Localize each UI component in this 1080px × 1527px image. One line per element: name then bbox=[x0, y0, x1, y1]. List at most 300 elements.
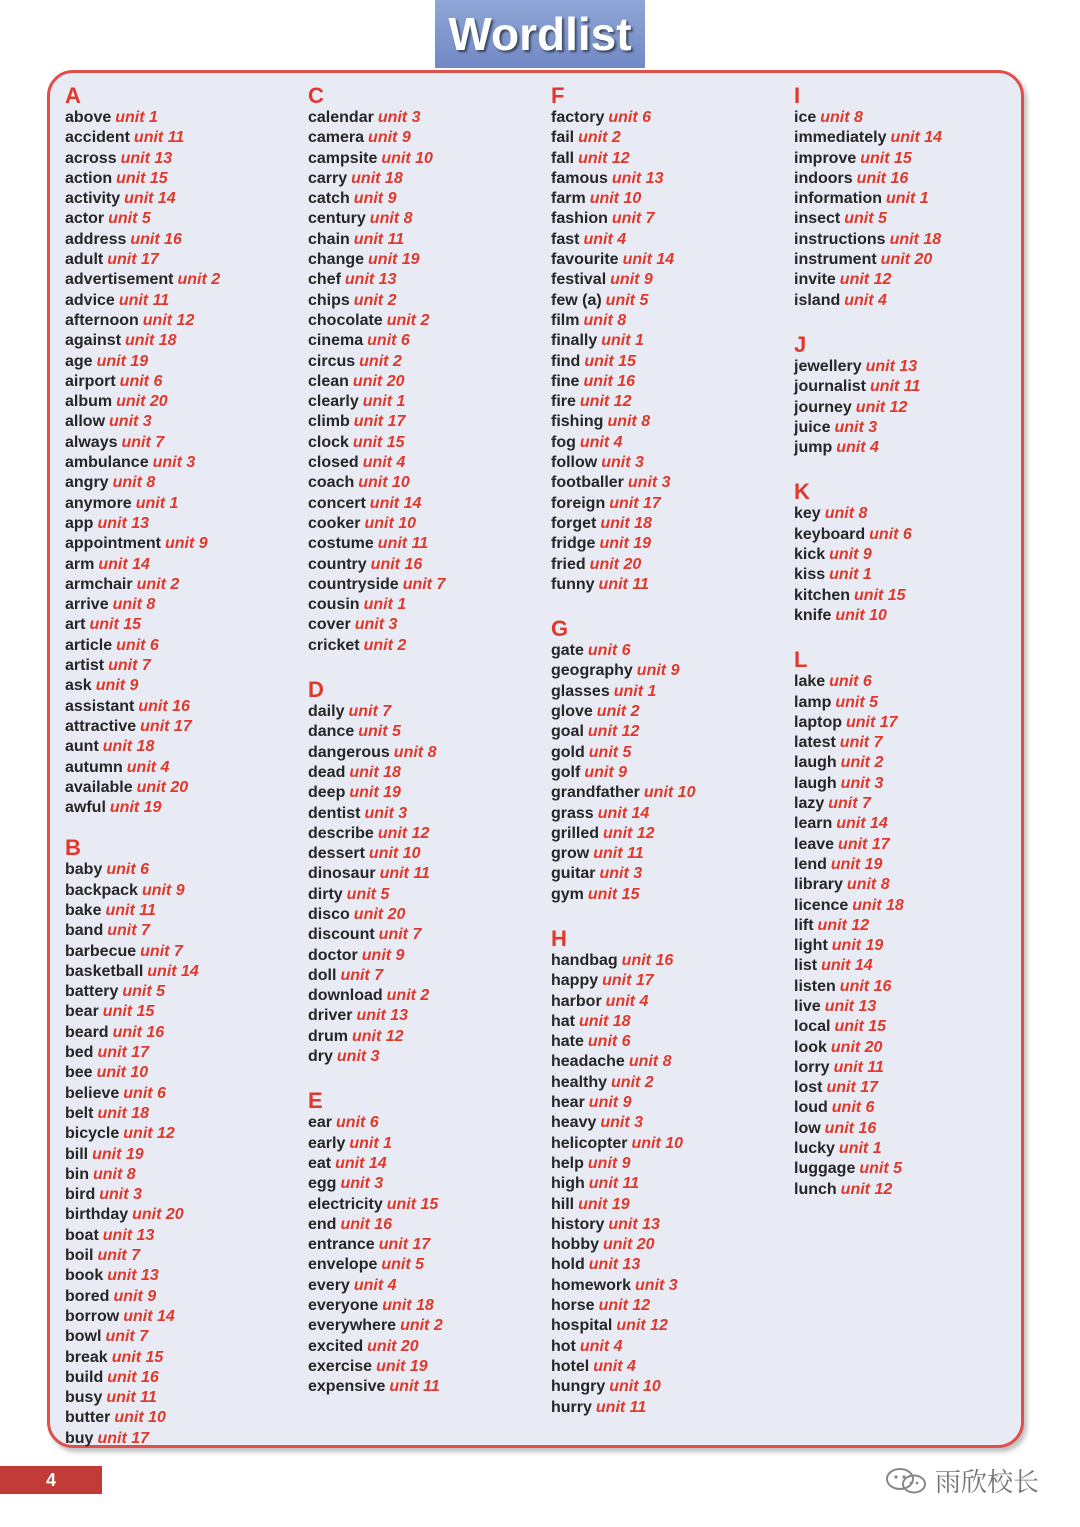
unit-ref: unit 8 bbox=[93, 1165, 136, 1183]
word: cousin bbox=[308, 596, 360, 614]
word-entry bbox=[308, 514, 548, 534]
word-entry bbox=[794, 672, 1034, 692]
unit-ref: unit 12 bbox=[377, 824, 430, 842]
word: look bbox=[794, 1038, 827, 1056]
word-entry bbox=[551, 1032, 791, 1052]
letter-heading: G bbox=[551, 616, 569, 642]
word-entry bbox=[65, 270, 305, 290]
unit-ref: unit 16 bbox=[130, 230, 182, 248]
unit-ref: unit 5 bbox=[346, 885, 390, 903]
word: live bbox=[794, 997, 821, 1015]
word-entry bbox=[308, 1215, 548, 1235]
word: awful bbox=[65, 799, 106, 817]
unit-ref: unit 20 bbox=[830, 1038, 883, 1056]
word-entry bbox=[308, 1134, 548, 1154]
word: dessert bbox=[308, 845, 365, 863]
word-entry bbox=[551, 641, 791, 661]
word-entry bbox=[308, 149, 548, 169]
word-entry bbox=[551, 1215, 791, 1235]
word-entry bbox=[65, 128, 305, 148]
letter-group bbox=[794, 84, 1034, 311]
word-entry bbox=[551, 1134, 791, 1154]
unit-ref: unit 15 bbox=[102, 1003, 155, 1021]
unit-ref: unit 8 bbox=[820, 109, 863, 126]
letter-group bbox=[65, 84, 305, 818]
word: factory bbox=[551, 109, 605, 126]
word: actor bbox=[65, 210, 105, 228]
unit-ref: unit 1 bbox=[362, 393, 406, 411]
word: lend bbox=[794, 855, 827, 873]
word-entry bbox=[65, 494, 305, 514]
letter-heading: B bbox=[65, 835, 81, 861]
word-entry bbox=[65, 149, 305, 169]
unit-ref: unit 9 bbox=[636, 662, 680, 680]
word-entry bbox=[794, 189, 1034, 209]
letter-group bbox=[794, 480, 1034, 626]
unit-ref: unit 9 bbox=[361, 946, 405, 964]
unit-ref: unit 17 bbox=[97, 1429, 150, 1447]
unit-ref: unit 2 bbox=[177, 271, 221, 289]
letter-group bbox=[308, 1089, 548, 1397]
word-entry bbox=[794, 291, 1034, 311]
unit-ref: unit 17 bbox=[353, 413, 406, 431]
word-entry bbox=[308, 392, 548, 412]
word: lorry bbox=[794, 1058, 830, 1076]
word-entry bbox=[308, 575, 548, 595]
unit-ref: unit 4 bbox=[362, 454, 406, 472]
word-entry bbox=[551, 1377, 791, 1397]
word-entry bbox=[65, 615, 305, 635]
word-entry bbox=[551, 433, 791, 453]
word-entry bbox=[65, 1408, 305, 1428]
unit-ref: unit 9 bbox=[587, 1154, 631, 1172]
unit-ref: unit 2 bbox=[386, 311, 430, 329]
wordlist-column bbox=[551, 84, 791, 1418]
unit-ref: unit 6 bbox=[106, 861, 150, 879]
word: guitar bbox=[551, 865, 596, 883]
unit-ref: unit 14 bbox=[123, 1307, 175, 1325]
word-entry bbox=[551, 1255, 791, 1275]
word: invite bbox=[794, 271, 836, 289]
word: every bbox=[308, 1276, 350, 1294]
word-entry bbox=[308, 1296, 548, 1316]
word: change bbox=[308, 251, 365, 269]
word: jump bbox=[794, 439, 833, 457]
unit-ref: unit 11 bbox=[593, 845, 644, 863]
unit-ref: unit 10 bbox=[114, 1409, 166, 1427]
word: lamp bbox=[794, 693, 832, 711]
unit-ref: unit 20 bbox=[116, 393, 168, 411]
word: glove bbox=[551, 703, 593, 721]
unit-ref: unit 19 bbox=[368, 251, 420, 269]
word-entry bbox=[308, 534, 548, 554]
letter-group bbox=[65, 836, 305, 1449]
word: golf bbox=[551, 763, 581, 781]
unit-ref: unit 12 bbox=[123, 1125, 175, 1143]
word-entry bbox=[551, 1113, 791, 1133]
word-entry bbox=[308, 864, 548, 884]
word: lift bbox=[794, 916, 814, 934]
unit-ref: unit 14 bbox=[821, 957, 873, 975]
unit-ref: unit 7 bbox=[108, 657, 151, 675]
word: closed bbox=[308, 454, 359, 472]
word: backpack bbox=[65, 881, 138, 899]
word-entry bbox=[308, 804, 548, 824]
unit-ref: unit 12 bbox=[352, 1027, 404, 1045]
word: dangerous bbox=[308, 743, 390, 761]
unit-ref: unit 10 bbox=[381, 149, 433, 167]
word: cinema bbox=[308, 332, 364, 350]
word-entry bbox=[65, 1348, 305, 1368]
unit-ref: unit 18 bbox=[889, 230, 942, 248]
word: calendar bbox=[308, 109, 374, 126]
word-entry bbox=[551, 575, 791, 595]
unit-ref: unit 5 bbox=[108, 210, 151, 228]
word-entry bbox=[794, 565, 1034, 585]
word-entry bbox=[794, 916, 1034, 936]
word-entry bbox=[65, 230, 305, 250]
word: download bbox=[308, 987, 383, 1005]
word: list bbox=[794, 957, 818, 975]
unit-ref: unit 6 bbox=[116, 636, 159, 654]
word-entry bbox=[308, 291, 548, 311]
word-entry bbox=[308, 636, 548, 656]
word: beard bbox=[65, 1023, 109, 1041]
word: describe bbox=[308, 824, 374, 842]
unit-ref: unit 2 bbox=[353, 291, 397, 309]
word: island bbox=[794, 291, 841, 309]
word: address bbox=[65, 230, 127, 248]
word: immediately bbox=[794, 129, 887, 147]
unit-ref: unit 17 bbox=[107, 251, 159, 269]
word: allow bbox=[65, 413, 106, 431]
word: borrow bbox=[65, 1307, 120, 1325]
word: handbag bbox=[551, 951, 618, 969]
word: busy bbox=[65, 1389, 103, 1407]
word-entry bbox=[308, 824, 548, 844]
word: healthy bbox=[551, 1073, 608, 1091]
unit-ref: unit 18 bbox=[349, 763, 401, 781]
word-entry bbox=[794, 875, 1034, 895]
unit-ref: unit 16 bbox=[340, 1215, 393, 1233]
word: driver bbox=[308, 1007, 353, 1025]
word: few (a) bbox=[551, 291, 602, 309]
word-entry bbox=[308, 722, 548, 742]
word-entry bbox=[308, 1174, 548, 1194]
word-entry bbox=[794, 814, 1034, 834]
word-entry bbox=[65, 881, 305, 901]
word-entry bbox=[65, 555, 305, 575]
unit-ref: unit 11 bbox=[389, 1378, 440, 1396]
unit-ref: unit 4 bbox=[579, 433, 623, 451]
unit-ref: unit 13 bbox=[865, 357, 918, 375]
unit-ref: unit 12 bbox=[603, 824, 655, 842]
word-entry bbox=[551, 270, 791, 290]
letter-heading: H bbox=[551, 925, 567, 951]
word: battery bbox=[65, 983, 119, 1001]
letter-heading: K bbox=[794, 479, 810, 505]
word-entry bbox=[65, 1023, 305, 1043]
word-entry bbox=[308, 783, 548, 803]
word: hat bbox=[551, 1012, 575, 1030]
wordlist-header-tab bbox=[435, 0, 645, 68]
unit-ref: unit 6 bbox=[869, 525, 912, 543]
unit-ref: unit 12 bbox=[142, 311, 195, 329]
unit-ref: unit 8 bbox=[112, 474, 156, 492]
unit-ref: unit 7 bbox=[105, 1328, 149, 1346]
word-entry bbox=[794, 1058, 1034, 1078]
unit-ref: unit 7 bbox=[107, 922, 150, 940]
word: ask bbox=[65, 677, 92, 695]
unit-ref: unit 11 bbox=[870, 378, 921, 396]
word-entry bbox=[551, 189, 791, 209]
unit-ref: unit 1 bbox=[829, 566, 872, 584]
word-entry bbox=[551, 372, 791, 392]
word-entry bbox=[794, 1139, 1034, 1159]
unit-ref: unit 1 bbox=[838, 1140, 882, 1158]
unit-ref: unit 3 bbox=[840, 774, 884, 792]
word: app bbox=[65, 514, 94, 532]
unit-ref: unit 6 bbox=[831, 1099, 875, 1117]
unit-ref: unit 14 bbox=[597, 804, 650, 822]
word-entry bbox=[551, 392, 791, 412]
word-entry bbox=[551, 169, 791, 189]
word-entry bbox=[65, 1124, 305, 1144]
unit-ref: unit 11 bbox=[598, 575, 649, 593]
word: bicycle bbox=[65, 1125, 120, 1143]
word-entry bbox=[794, 956, 1034, 976]
word: kiss bbox=[794, 566, 826, 584]
unit-ref: unit 16 bbox=[107, 1368, 159, 1386]
word-entry bbox=[308, 595, 548, 615]
unit-ref: unit 19 bbox=[578, 1195, 630, 1213]
word-entry bbox=[794, 209, 1034, 229]
word: hill bbox=[551, 1195, 575, 1213]
letter-heading: F bbox=[551, 83, 565, 108]
word-entry bbox=[794, 753, 1034, 773]
unit-ref: unit 7 bbox=[378, 926, 422, 944]
word: bed bbox=[65, 1044, 94, 1062]
word: egg bbox=[308, 1175, 337, 1193]
word: century bbox=[308, 210, 366, 228]
word-entry bbox=[551, 864, 791, 884]
unit-ref: unit 12 bbox=[817, 916, 870, 934]
unit-ref: unit 9 bbox=[368, 129, 411, 147]
word-entry bbox=[308, 473, 548, 493]
unit-ref: unit 19 bbox=[109, 799, 162, 817]
word-entry bbox=[65, 737, 305, 757]
unit-ref: unit 6 bbox=[608, 109, 652, 126]
unit-ref: unit 10 bbox=[358, 474, 410, 492]
word: juice bbox=[794, 418, 831, 436]
word: lazy bbox=[794, 795, 825, 813]
word: latest bbox=[794, 734, 836, 752]
unit-ref: unit 6 bbox=[336, 1114, 379, 1132]
word: heavy bbox=[551, 1114, 597, 1132]
word: footballer bbox=[551, 474, 624, 492]
word: book bbox=[65, 1267, 104, 1285]
word-entry bbox=[794, 693, 1034, 713]
word-entry bbox=[794, 774, 1034, 794]
word-entry bbox=[308, 743, 548, 763]
unit-ref: unit 1 bbox=[349, 1134, 393, 1152]
word-entry bbox=[308, 108, 548, 128]
wordlist-column bbox=[308, 84, 548, 1398]
word: headache bbox=[551, 1053, 625, 1071]
letter-heading: A bbox=[65, 83, 81, 108]
unit-ref: unit 9 bbox=[353, 190, 397, 208]
word-entry bbox=[308, 311, 548, 331]
unit-ref: unit 8 bbox=[607, 413, 651, 431]
word-entry bbox=[65, 453, 305, 473]
unit-ref: unit 2 bbox=[386, 987, 430, 1005]
word-entry bbox=[308, 250, 548, 270]
unit-ref: unit 2 bbox=[578, 129, 621, 147]
word-entry bbox=[65, 473, 305, 493]
unit-ref: unit 16 bbox=[839, 977, 892, 995]
unit-ref: unit 8 bbox=[824, 505, 868, 523]
word: gold bbox=[551, 743, 585, 761]
word: gate bbox=[551, 642, 584, 660]
word-entry bbox=[65, 1388, 305, 1408]
unit-ref: unit 17 bbox=[838, 835, 890, 853]
word: cover bbox=[308, 616, 351, 634]
word-entry bbox=[551, 763, 791, 783]
unit-ref: unit 7 bbox=[348, 703, 392, 721]
word: favourite bbox=[551, 251, 619, 269]
unit-ref: unit 3 bbox=[340, 1175, 384, 1193]
word: arm bbox=[65, 555, 95, 573]
word: hate bbox=[551, 1033, 584, 1051]
word: hotel bbox=[551, 1357, 590, 1375]
word-entry bbox=[551, 951, 791, 971]
word-entry bbox=[551, 1052, 791, 1072]
unit-ref: unit 10 bbox=[368, 845, 421, 863]
word: drum bbox=[308, 1027, 348, 1045]
word: help bbox=[551, 1154, 584, 1172]
word: art bbox=[65, 616, 86, 634]
unit-ref: unit 17 bbox=[609, 494, 661, 512]
word-entry bbox=[551, 149, 791, 169]
word: deep bbox=[308, 784, 346, 802]
word: action bbox=[65, 169, 113, 187]
unit-ref: unit 5 bbox=[381, 1256, 425, 1274]
word-entry bbox=[551, 514, 791, 534]
word-entry bbox=[308, 763, 548, 783]
letter-heading: E bbox=[308, 1088, 323, 1114]
word-entry bbox=[65, 412, 305, 432]
unit-ref: unit 13 bbox=[107, 1267, 159, 1285]
word-entry bbox=[308, 352, 548, 372]
word-entry bbox=[65, 656, 305, 676]
word: circus bbox=[308, 352, 356, 370]
word: end bbox=[308, 1215, 337, 1233]
word-entry bbox=[65, 250, 305, 270]
unit-ref: unit 7 bbox=[97, 1247, 141, 1265]
word-entry bbox=[794, 1038, 1034, 1058]
word-entry bbox=[65, 372, 305, 392]
unit-ref: unit 8 bbox=[393, 743, 437, 761]
word: high bbox=[551, 1175, 585, 1193]
unit-ref: unit 3 bbox=[364, 804, 408, 822]
word-entry bbox=[308, 1154, 548, 1174]
letter-group bbox=[308, 678, 548, 1067]
unit-ref: unit 15 bbox=[587, 885, 640, 903]
word: dinosaur bbox=[308, 865, 376, 883]
word-entry bbox=[551, 128, 791, 148]
unit-ref: unit 13 bbox=[102, 1226, 155, 1244]
word: geography bbox=[551, 662, 633, 680]
word: coach bbox=[308, 474, 355, 492]
letter-heading: C bbox=[308, 83, 324, 108]
word-entry bbox=[551, 783, 791, 803]
unit-ref: unit 14 bbox=[98, 555, 150, 573]
unit-ref: unit 4 bbox=[836, 439, 879, 457]
word: bill bbox=[65, 1145, 89, 1163]
word: instrument bbox=[794, 251, 877, 269]
unit-ref: unit 6 bbox=[587, 1033, 631, 1051]
word: costume bbox=[308, 535, 374, 553]
word-entry bbox=[65, 1185, 305, 1205]
unit-ref: unit 4 bbox=[579, 1337, 623, 1355]
word: grandfather bbox=[551, 784, 640, 802]
word-entry bbox=[308, 270, 548, 290]
letter-group bbox=[551, 927, 791, 1418]
chat-bubbles-icon bbox=[885, 1466, 927, 1496]
word-entry bbox=[551, 702, 791, 722]
word-entry bbox=[308, 925, 548, 945]
word: believe bbox=[65, 1084, 120, 1102]
word: ear bbox=[308, 1114, 333, 1132]
word: concert bbox=[308, 494, 366, 512]
word: barbecue bbox=[65, 942, 137, 960]
word: above bbox=[65, 109, 112, 126]
letter-heading: I bbox=[794, 83, 801, 108]
unit-ref: unit 1 bbox=[363, 596, 407, 614]
unit-ref: unit 11 bbox=[377, 535, 429, 553]
unit-ref: unit 10 bbox=[589, 190, 642, 208]
word-entry bbox=[794, 545, 1034, 565]
word: happy bbox=[551, 972, 599, 990]
word-entry bbox=[308, 1195, 548, 1215]
word-entry bbox=[794, 896, 1034, 916]
word: article bbox=[65, 636, 113, 654]
page-number: 4 bbox=[0, 1466, 102, 1494]
unit-ref: unit 4 bbox=[844, 291, 887, 309]
word: envelope bbox=[308, 1256, 378, 1274]
word-entry bbox=[794, 438, 1034, 458]
word: across bbox=[65, 149, 117, 167]
word-entry bbox=[308, 189, 548, 209]
word: find bbox=[551, 352, 581, 370]
word: accident bbox=[65, 129, 130, 147]
unit-ref: unit 11 bbox=[118, 291, 170, 309]
word-entry bbox=[551, 1357, 791, 1377]
word-entry bbox=[65, 291, 305, 311]
word-entry bbox=[65, 1104, 305, 1124]
word: laugh bbox=[794, 774, 837, 792]
word-entry bbox=[308, 453, 548, 473]
unit-ref: unit 6 bbox=[123, 1084, 166, 1102]
word: advice bbox=[65, 291, 115, 309]
word-entry bbox=[551, 453, 791, 473]
unit-ref: unit 1 bbox=[115, 109, 158, 126]
word: album bbox=[65, 393, 113, 411]
unit-ref: unit 17 bbox=[140, 717, 192, 735]
word: belt bbox=[65, 1104, 94, 1122]
word-entry bbox=[308, 1113, 548, 1133]
unit-ref: unit 18 bbox=[351, 169, 403, 187]
